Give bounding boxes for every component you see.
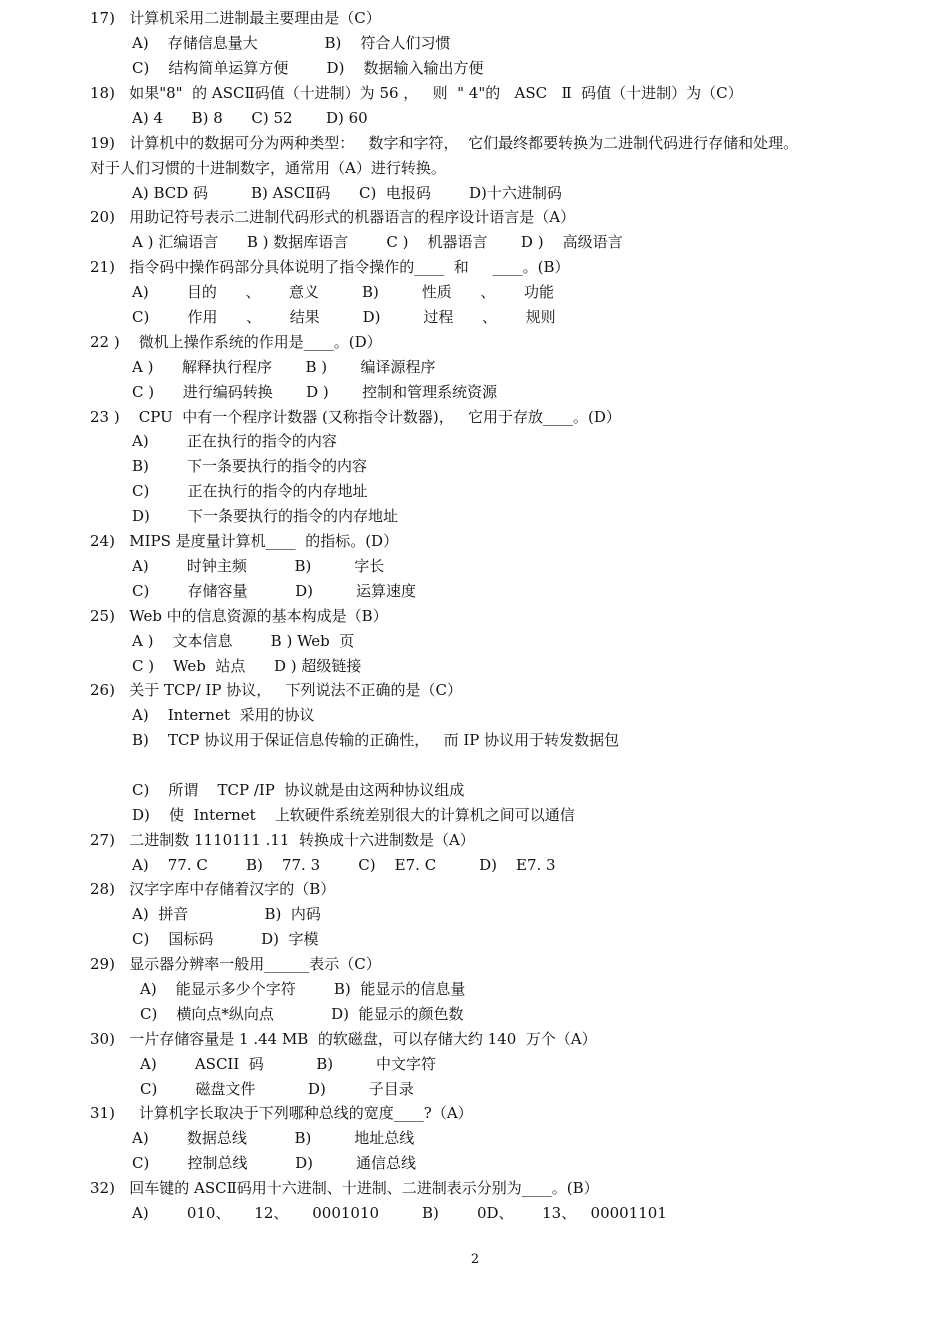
- option-line: C) 横向点*纵向点 D) 能显示的颜色数: [140, 1005, 464, 1023]
- option-line: A) 拼音 B) 内码: [132, 905, 321, 923]
- question-line: 19) 计算机中的数据可分为两种类型： 数字和字符， 它们最终都要转换为二进制代码进行存储和处理。: [90, 134, 799, 152]
- option-line: C) 结构简单运算方便 D) 数据输入输出方便: [132, 59, 484, 77]
- option-line: A) 010、 12、 0001010 B) 0D、 13、 00001101: [132, 1204, 667, 1222]
- option-line: A) BCD 码 B) ASCⅡ码 C) 电报码 D)十六进制码: [132, 184, 562, 202]
- option-line: D) 下一条要执行的指令的内存地址: [132, 507, 399, 525]
- question-line: 17) 计算机采用二进制最主要理由是（C）: [90, 9, 381, 27]
- question-line: 20) 用助记符号表示二进制代码形式的机器语言的程序设计语言是（A）: [90, 208, 576, 226]
- option-line: A) 能显示多少个字符 B) 能显示的信息量: [140, 980, 466, 998]
- question-line: 25) Web 中的信息资源的基本构成是（B）: [90, 607, 388, 625]
- question-line: 18) 如果"8" 的 ASCⅡ码值（十进制）为 56 ， 则 " 4"的 ASC Ⅱ 码值（十进制）为（C）: [90, 84, 743, 102]
- question-line: 28) 汉字字库中存储着汉字的（B）: [90, 880, 336, 898]
- option-line: D) 使 Internet 上软硬件系统差别很大的计算机之间可以通信: [132, 806, 575, 824]
- option-line: B) TCP 协议用于保证信息传输的正确性， 而 IP 协议用于转发数据包: [132, 731, 620, 749]
- question-line: 29) 显示器分辨率一般用______表示（C）: [90, 955, 381, 973]
- option-line: A ) 文本信息 B ) Web 页: [132, 632, 355, 650]
- option-line: C) 作用 、 结果 D) 过程 、 规则: [132, 308, 556, 326]
- question-line: 31) 计算机字长取决于下列哪种总线的宽度____?（A）: [90, 1104, 473, 1122]
- question-line: 23 ) CPU 中有一个程序计数器 (又称指令计数器)， 它用于存放____。(D）: [90, 408, 621, 426]
- page-number: 2: [470, 1252, 480, 1267]
- question-line: 32) 回车键的 ASCⅡ码用十六进制、十进制、二进制表示分别为____。(B）: [90, 1179, 599, 1197]
- question-line: 22 ) 微机上操作系统的作用是____。(D）: [90, 333, 382, 351]
- option-line: A) ASCII 码 B) 中文字符: [140, 1055, 437, 1073]
- option-line: C) 国标码 D) 字模: [132, 930, 319, 948]
- option-line: C) 磁盘文件 D) 子目录: [140, 1080, 414, 1098]
- option-line: A) 目的 、 意义 B) 性质 、 功能: [132, 283, 554, 301]
- option-line: C ) Web 站点 D ) 超级链接: [132, 657, 362, 675]
- option-line: A) 时钟主频 B) 字长: [132, 557, 385, 575]
- option-line: A ) 解释执行程序 B ) 编译源程序: [132, 358, 436, 376]
- question-line: 27) 二进制数 1110111 .11 转换成十六进制数是（A）: [90, 831, 475, 849]
- option-line: A) Internet 采用的协议: [132, 706, 315, 724]
- question-continuation: 对于人们习惯的十进制数字，通常用（A）进行转换。: [90, 159, 446, 177]
- question-line: 21) 指令码中操作码部分具体说明了指令操作的____ 和 ____。(B）: [90, 258, 570, 276]
- option-line: A) 77. C B) 77. 3 C) E7. C D) E7. 3: [132, 856, 556, 874]
- option-line: B) 下一条要执行的指令的内容: [132, 457, 368, 475]
- question-line: 30) 一片存储容量是 1 .44 MB 的软磁盘，可以存储大约 140 万个（A）: [90, 1030, 597, 1048]
- question-line: 26) 关于 TCP/ IP 协议， 下列说法不正确的是（C）: [90, 681, 462, 699]
- option-line: C) 存储容量 D) 运算速度: [132, 582, 416, 600]
- option-line: A) 存储信息量大 B) 符合人们习惯: [132, 34, 451, 52]
- option-line: C) 正在执行的指令的内存地址: [132, 482, 368, 500]
- option-line: C ) 进行编码转换 D ) 控制和管理系统资源: [132, 383, 498, 401]
- option-line: A) 正在执行的指令的内容: [132, 432, 337, 450]
- option-line: A ) 汇编语言 B ) 数据库语言 C ) 机器语言 D ) 高级语言: [132, 233, 623, 251]
- option-line: A) 数据总线 B) 地址总线: [132, 1129, 415, 1147]
- option-line: C) 控制总线 D) 通信总线: [132, 1154, 416, 1172]
- option-line: C) 所谓 TCP /IP 协议就是由这两种协议组成: [132, 781, 465, 799]
- question-line: 24) MIPS 是度量计算机____ 的指标。(D）: [90, 532, 399, 550]
- option-line: A) 4 B) 8 C) 52 D) 60: [132, 109, 368, 127]
